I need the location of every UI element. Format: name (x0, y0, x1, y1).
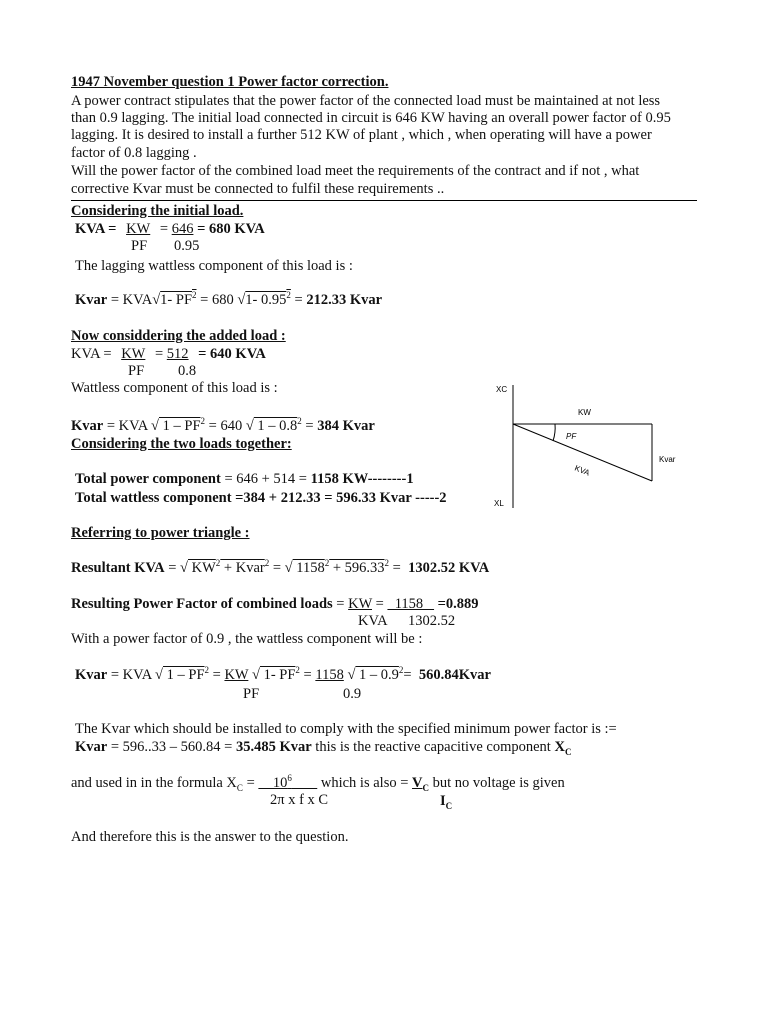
formula-denominator: 2π x f x C (270, 792, 329, 808)
wattless-09-line: Kvar = KVA √ $1 - PF^2$ = KW √ 1- $PF^2 = 1158$ √ $1 - 0.9^2=$ 560.84Kvar (75, 665, 491, 683)
intro-line-3: lagging. It is desired to install a further 512 KW of plant , which , when operating will have a power (71, 127, 652, 143)
added-kva-result: = 640 KVA (198, 346, 266, 362)
answer-line: And therefore this is the answer to the question. (71, 829, 349, 845)
together-heading: Considering the two loads together: (71, 436, 292, 452)
page-title: 1947 November question 1 Power factor correction. (71, 74, 389, 90)
intro-line-1: A power contract stipulates that the power factor of the connected load must be maintained at not less (71, 93, 661, 109)
kw-label: KW (578, 408, 591, 417)
kva-label: KVA = (75, 221, 121, 237)
kva-result: = 680 KVA (197, 221, 265, 237)
install-text: The Kvar which should be installed to comply with the specified minimum power factor is := (75, 721, 617, 737)
added-pf-denominator: PF (128, 363, 145, 379)
total-power-line: Total power component = 646 + 514 = 1158 KW--------1 (75, 471, 414, 487)
triangle-heading: Referring to power triangle : (71, 525, 250, 541)
formula-line: and used in in the formula $X_C$ = $10^6$ which is also = $V_C$ but no voltage is given (71, 773, 565, 793)
resulting-pf-line: Resulting Power Factor of combined loads = KW = 1158 =0.889 (71, 596, 479, 612)
resultant-kva-line: Resultant KVA = √ $KW^2$ + Kvar$^2$ = √ $1158^2 + 596.33^2 = 1302.52$ KVA (71, 558, 490, 576)
resulting-pf-result: =0.889 (434, 596, 479, 612)
install-kvar-line: Kvar = 596..33 – 560.84 = 35.485 Kvar this is the reactive capacitive component $X_C$ (75, 739, 572, 757)
intro-line-2: than 0.9 lagging. The initial load connected in circuit is 646 KW having an overall power factor of 0.95 (71, 110, 671, 126)
added-kvar-equation: Kvar = KVA √ $1 - PF^2 = 640$ √ $1 - 0.8^2 = 384$ Kvar (71, 416, 375, 434)
pf-label: PF (566, 432, 577, 441)
total-wattless-line: Total wattless component =384 + 212.33 = 596.33 Kvar -----2 (75, 490, 447, 506)
added-wattless-text: Wattless component of this load is : (71, 380, 278, 396)
equals: = (159, 221, 172, 237)
initial-kva-equation (75, 221, 265, 238)
kvar-label: Kvar (659, 455, 676, 464)
pf-denominator: PF (131, 238, 148, 254)
divider (71, 200, 697, 201)
ic-denominator: $I_C$ (440, 793, 453, 811)
added-kva-equation: KVA = KW = 512 = 640 KVA (71, 346, 266, 362)
xl-label: XL (494, 499, 504, 508)
install-kvar-result: 35.485 Kvar (235, 739, 312, 755)
pf-value-denominator: 1302.52 (408, 613, 456, 629)
initial-wattless-text: The lagging wattless component of this load is : (75, 258, 353, 274)
kva-label: KVA (573, 463, 591, 478)
resultant-kva-result: 1302.52 KVA (408, 560, 490, 576)
kw-value-numerator: 646 (171, 221, 194, 237)
intro-line-5: Will the power factor of the combined load meet the requirements of the contract and if not , what (71, 163, 640, 179)
added-kvar-result: 384 Kvar (317, 418, 375, 434)
wattless-09-value-denominator: 0.9 (343, 686, 362, 702)
pf-angle-arc (553, 424, 555, 441)
wattless-09-result: 560.84Kvar (418, 667, 491, 683)
wattless-09-pf-denominator: PF (243, 686, 260, 702)
added-pf-value: 0.8 (178, 363, 197, 379)
initial-load-heading: Considering the initial load. (71, 203, 244, 219)
initial-kvar-equation: Kvar = KVA√1- $PF^2 = 680$ √1- $0.95^2 = 212.33$ Kvar (75, 290, 383, 308)
added-load-heading: Now considdering the added load : (71, 328, 286, 344)
kw-numerator: KW (126, 221, 151, 237)
power-triangle-diagram (490, 380, 690, 515)
initial-kvar-result: 212.33 Kvar (306, 292, 383, 308)
with-pf-text: With a power factor of 0.9 , the wattless component will be : (71, 631, 423, 647)
xc-label: XC (496, 385, 508, 394)
pf-kva-denominator: KVA (358, 613, 388, 629)
intro-line-4: factor of 0.8 lagging . (71, 145, 197, 161)
intro-line-6: corrective Kvar must be connected to fulfil these requirements .. (71, 181, 445, 197)
pf-value-denominator: 0.95 (174, 238, 200, 254)
